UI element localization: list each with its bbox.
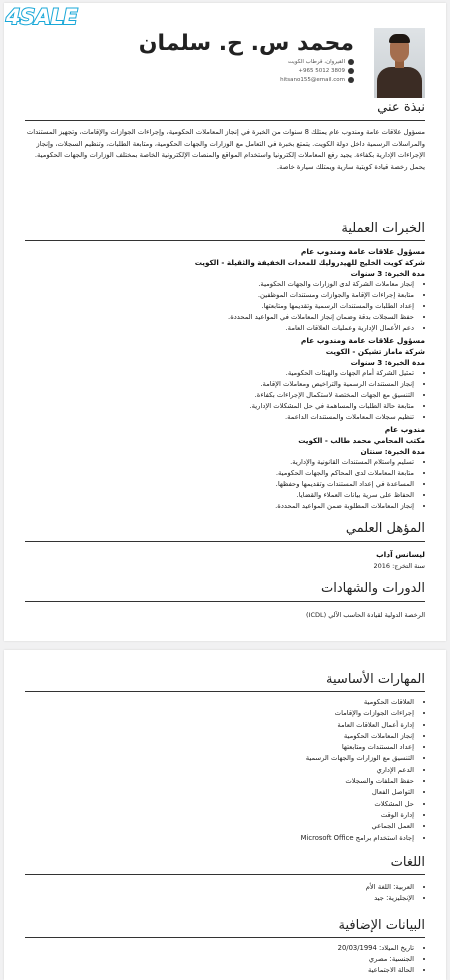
contact-email	[134, 76, 354, 84]
job-1-duties	[34, 279, 425, 334]
personal-divider	[25, 937, 425, 938]
candidate-name: محمد س. ح. سلمان	[138, 31, 354, 56]
list-item: • إدارة الوقت	[34, 810, 414, 821]
list-item: • العمل الجماعي	[34, 821, 414, 832]
personal-list	[34, 943, 425, 976]
email-icon	[348, 77, 354, 83]
languages-divider	[25, 874, 425, 875]
job-2-duration: مدة الخبرة: 3 سنوات	[350, 358, 425, 367]
skills-title: المهارات الأساسية	[326, 672, 425, 687]
list-item: • العلاقات الحكومية	[34, 697, 414, 708]
list-item: • متابعة المعاملات لدى المحاكم والجهات الحكومية.	[34, 468, 414, 479]
education-degree: ليسانس آداب	[376, 550, 425, 559]
list-item: • حفظ السجلات بدقة وضمان إنجاز المعاملات في المواعيد المحددة.	[34, 312, 414, 323]
list-item: • التنسيق مع الوزارات والجهات الرسمية	[34, 753, 414, 764]
phone-icon	[348, 68, 354, 74]
list-item: • تنظيم سجلات المعاملات والمستندات الداعمة.	[34, 412, 414, 423]
summary-title: نبذة عني	[377, 100, 425, 115]
experience-divider	[25, 240, 425, 241]
job-3-duties	[34, 457, 425, 512]
course-item: الرخصة الدولية لقيادة الحاسب الآلي (ICDL)	[306, 611, 425, 619]
list-item: • إدارة أعمال العلاقات العامة	[34, 720, 414, 731]
list-item: • الحالة الاجتماعية	[34, 965, 414, 976]
job-1-company: شركة كويت الخليج للهيدروليك للمعدات الخفيفة والثقيلة - الكويت	[194, 258, 425, 267]
job-2-duties	[34, 368, 425, 423]
cv-page-2	[4, 650, 446, 980]
address-text: القيروان، قرطاب الكويت	[287, 59, 345, 65]
languages-title: اللغات	[390, 855, 425, 870]
education-title: المؤهل العلمي	[345, 521, 425, 536]
contact-address	[134, 58, 354, 66]
list-item: • الإنجليزية: جيد	[34, 893, 414, 904]
courses-title: الدورات والشهادات	[321, 581, 425, 596]
experience-title: الخبرات العملية	[341, 221, 425, 236]
personal-title: البيانات الإضافية	[338, 918, 425, 933]
contact-phone	[134, 67, 354, 75]
courses-divider	[25, 601, 425, 602]
location-icon	[348, 59, 354, 65]
list-item: • تاريخ الميلاد: 20/03/1994	[34, 943, 414, 954]
list-item: • إنجاز المعاملات الحكومية	[34, 731, 414, 742]
list-item: • إنجاز المستندات الرسمية والتراخيص ومعاملات الإقامة.	[34, 379, 414, 390]
list-item: • تسليم واستلام المستندات القانونية والإدارية.	[34, 457, 414, 468]
skills-divider	[25, 691, 425, 692]
job-2-company: شركة ماماز تشيكن - الكويت	[325, 347, 425, 356]
list-item: • متابعة حالة الطلبات والمساهمة في حل المشكلات الإدارية.	[34, 401, 414, 412]
cv-page-1	[4, 3, 446, 641]
list-item: • متابعة إجراءات الإقامة والجوازات ومستندات الموظفين.	[34, 290, 414, 301]
list-item: • إعداد المستندات ومتابعتها	[34, 742, 414, 753]
education-divider	[25, 541, 425, 542]
list-item: • الجنسية: مصري	[34, 954, 414, 965]
list-item: • حل المشكلات	[34, 799, 414, 810]
job-3-company: مكتب المحامي محمد طالب - الكويت	[298, 436, 425, 445]
list-item: • الحفاظ على سرية بيانات العملاء والقضايا.	[34, 490, 414, 501]
summary-divider	[25, 120, 425, 121]
list-item: • المساعدة في إعداد المستندات وتقديمها وحفظها.	[34, 479, 414, 490]
list-item: • التواصل الفعال	[34, 787, 414, 798]
profile-photo	[374, 28, 425, 98]
list-item: • إعداد الطلبات والمستندات الرسمية وتقديمها ومتابعتها.	[34, 301, 414, 312]
job-3-title: مندوب عام	[384, 425, 425, 434]
skills-list	[34, 697, 425, 844]
list-item: • إنجاز معاملات الشركة لدى الوزارات والجهات الحكومية.	[34, 279, 414, 290]
list-item: • التنسيق مع الجهات المختصة لاستكمال الإجراءات بكفاءة.	[34, 390, 414, 401]
list-item: • الدعم الإداري	[34, 765, 414, 776]
email-text: hitsano155@email.com	[280, 77, 345, 83]
phone-text: +965 5012 3809	[298, 68, 345, 74]
list-item: • العربية: اللغة الأم	[34, 882, 414, 893]
languages-list	[34, 882, 425, 904]
list-item: • تمثيل الشركة أمام الجهات والهيئات الحكومية.	[34, 368, 414, 379]
job-2-title: مسؤول علاقات عامة ومندوب عام	[300, 336, 425, 345]
list-item: • حفظ الملفات والسجلات	[34, 776, 414, 787]
list-item: • إجادة استخدام برامج Microsoft Office	[34, 833, 414, 844]
job-1-duration: مدة الخبرة: 3 سنوات	[350, 269, 425, 278]
list-item: • دعم الأعمال الإدارية وعمليات العلاقات العامة.	[34, 323, 414, 334]
job-3-duration: مدة الخبرة: سنتان	[360, 447, 425, 456]
job-1-title: مسؤول علاقات عامة ومندوب عام	[300, 247, 425, 256]
list-item: • إجراءات الجوازات والإقامات	[34, 708, 414, 719]
site-logo[interactable]: 4SALE	[6, 5, 78, 29]
list-item: • إنجاز المعاملات المطلوبة ضمن المواعيد المحددة.	[34, 501, 414, 512]
summary-text: مسؤول علاقات عامة ومندوب عام يمتلك 8 سنوات من الخبرة في إنجاز المعاملات الحكومية، وإجراءات الجوازات والإقامات، وتجهيز المستندات والمراسلات الرسمية داخل دولة الكويت. يتمتع بخبرة في التعامل مع الوزارات والجهات الحكومية، ومتابعة الطلبات، وتنظيم السجلات، وإنجاز الإجراءات الإدارية بكفاءة. يجيد رفع المعاملات إلكترونيا واستخدام المواقع والمنصات الإلكترونية الخاصة بمختلف الوزارات والجهات الحكومية. يحمل رخصة قيادة كويتية سارية ويمتلك سيارة خاصة.	[26, 128, 425, 171]
education-year: سنة التخرج: 2016	[373, 562, 425, 570]
